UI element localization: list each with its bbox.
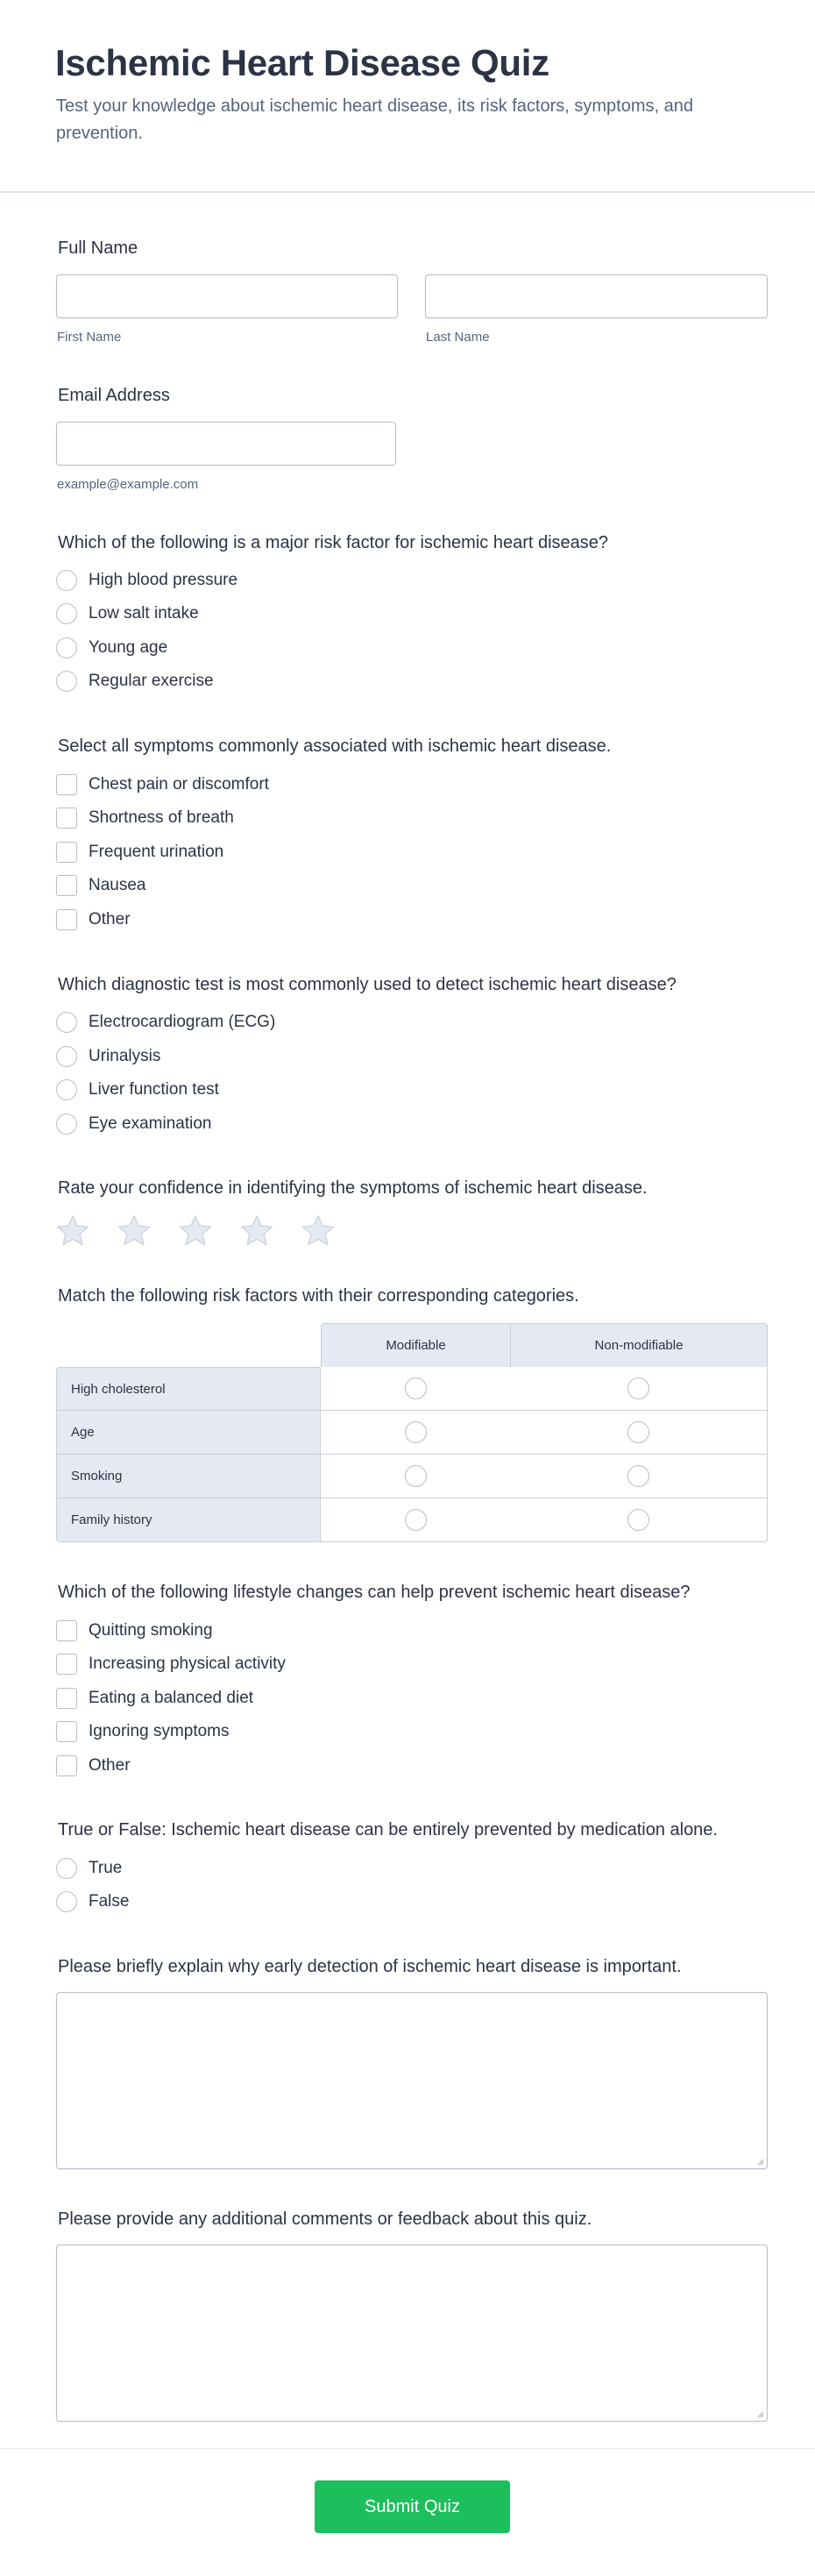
lifestyle-option[interactable]: Ignoring symptoms	[56, 1720, 230, 1743]
email-label: Email Address	[58, 386, 170, 405]
symptom-option[interactable]: Nausea	[56, 874, 146, 897]
matrix-row-label: Smoking	[56, 1455, 321, 1498]
checkbox[interactable]	[56, 1755, 77, 1776]
risk-factor-option[interactable]: Low salt intake	[56, 602, 199, 625]
star-rating[interactable]	[54, 1213, 337, 1249]
checkbox[interactable]	[56, 808, 77, 829]
radio-button[interactable]	[56, 603, 77, 624]
resize-grip-icon[interactable]	[756, 2410, 764, 2418]
rating-question: Rate your confidence in identifying the symptoms of ischemic heart disease.	[58, 1178, 648, 1198]
explain-question: Please briefly explain why early detection of ischemic heart disease is important.	[58, 1957, 682, 1976]
star-icon[interactable]	[238, 1213, 275, 1249]
submit-quiz-button[interactable]: Submit Quiz	[315, 2480, 510, 2533]
matrix-question: Match the following risk factors with their corresponding categories.	[58, 1286, 579, 1306]
star-icon[interactable]	[116, 1213, 152, 1249]
comments-question: Please provide any additional comments or feedback about this quiz.	[58, 2210, 592, 2229]
radio-button[interactable]	[405, 1377, 427, 1399]
matrix-cell[interactable]	[510, 1367, 768, 1411]
page-title: Ischemic Heart Disease Quiz	[55, 42, 549, 83]
checkbox[interactable]	[56, 1620, 77, 1641]
explain-textarea[interactable]	[56, 1992, 768, 2169]
matrix-column-header: Modifiable	[321, 1323, 511, 1368]
checkbox[interactable]	[56, 1721, 77, 1742]
star-icon[interactable]	[54, 1213, 91, 1249]
footer-divider	[0, 2448, 815, 2449]
resize-grip-icon[interactable]	[756, 2158, 764, 2166]
page-subtitle: Test your knowledge about ischemic heart disease, its risk factors, symptoms, and prevention.	[56, 96, 693, 143]
radio-button[interactable]	[56, 1046, 77, 1067]
radio-button[interactable]	[56, 1079, 77, 1100]
diagnostic-option[interactable]: Electrocardiogram (ECG)	[56, 1011, 275, 1034]
lifestyle-option[interactable]: Quitting smoking	[56, 1619, 213, 1642]
radio-button[interactable]	[627, 1377, 649, 1399]
matrix-cell[interactable]	[321, 1455, 511, 1498]
first-name-input[interactable]	[56, 274, 398, 318]
star-icon[interactable]	[300, 1213, 337, 1249]
email-input[interactable]	[56, 422, 396, 466]
radio-button[interactable]	[56, 1114, 77, 1135]
matrix-cell[interactable]	[510, 1455, 768, 1498]
diagnostic-option[interactable]: Liver function test	[56, 1078, 219, 1101]
radio-button[interactable]	[627, 1465, 649, 1487]
full-name-label: Full Name	[58, 238, 138, 258]
star-icon[interactable]	[177, 1213, 214, 1249]
matrix-cell[interactable]	[510, 1411, 768, 1455]
form-header	[0, 0, 815, 193]
comments-textarea[interactable]	[56, 2245, 768, 2422]
matrix-cell[interactable]	[321, 1367, 511, 1411]
symptoms-question: Select all symptoms commonly associated with ischemic heart disease.	[58, 737, 612, 756]
radio-button[interactable]	[56, 637, 77, 658]
checkbox[interactable]	[56, 1654, 77, 1675]
radio-button[interactable]	[56, 1858, 77, 1879]
checkbox[interactable]	[56, 909, 77, 930]
radio-button[interactable]	[56, 570, 77, 591]
matrix-row-label: Family history	[56, 1498, 321, 1542]
diagnostic-option[interactable]: Eye examination	[56, 1113, 211, 1135]
true-false-option[interactable]: False	[56, 1890, 129, 1913]
matrix-column-header: Non-modifiable	[510, 1323, 768, 1368]
true-false-option[interactable]: True	[56, 1857, 122, 1880]
checkbox[interactable]	[56, 875, 77, 896]
risk-factor-option[interactable]: High blood pressure	[56, 569, 237, 592]
radio-button[interactable]	[56, 1012, 77, 1033]
symptom-option[interactable]: Shortness of breath	[56, 807, 234, 829]
radio-button[interactable]	[627, 1509, 649, 1531]
lifestyle-option[interactable]: Eating a balanced diet	[56, 1687, 253, 1710]
lifestyle-question: Which of the following lifestyle changes can help prevent ischemic heart disease?	[58, 1583, 691, 1602]
first-name-sublabel: First Name	[57, 330, 122, 345]
matrix-cell[interactable]	[321, 1411, 511, 1455]
true-false-question: True or False: Ischemic heart disease can be entirely prevented by medication alone.	[58, 1820, 718, 1839]
matrix-row-label: High cholesterol	[56, 1367, 321, 1411]
radio-button[interactable]	[56, 671, 77, 692]
risk-factor-question: Which of the following is a major risk factor for ischemic heart disease?	[58, 533, 609, 552]
email-sublabel: example@example.com	[57, 477, 199, 492]
radio-button[interactable]	[405, 1421, 427, 1443]
radio-button[interactable]	[627, 1421, 649, 1443]
diagnostic-question: Which diagnostic test is most commonly used to detect ischemic heart disease?	[58, 975, 677, 994]
symptom-option[interactable]: Chest pain or discomfort	[56, 773, 269, 796]
risk-factor-option[interactable]: Regular exercise	[56, 670, 214, 693]
matrix-cell[interactable]	[321, 1498, 511, 1542]
radio-button[interactable]	[56, 1891, 77, 1912]
risk-factor-option[interactable]: Young age	[56, 637, 167, 659]
symptom-option[interactable]: Other	[56, 908, 131, 931]
checkbox[interactable]	[56, 842, 77, 863]
lifestyle-option[interactable]: Increasing physical activity	[56, 1653, 286, 1676]
last-name-input[interactable]	[425, 274, 768, 318]
matrix-cell[interactable]	[510, 1498, 768, 1542]
lifestyle-option[interactable]: Other	[56, 1754, 131, 1777]
checkbox[interactable]	[56, 1688, 77, 1709]
diagnostic-option[interactable]: Urinalysis	[56, 1045, 160, 1068]
matrix-row-label: Age	[56, 1411, 321, 1455]
radio-button[interactable]	[405, 1465, 427, 1487]
checkbox[interactable]	[56, 774, 77, 795]
last-name-sublabel: Last Name	[426, 330, 490, 345]
radio-button[interactable]	[405, 1509, 427, 1531]
symptom-option[interactable]: Frequent urination	[56, 841, 223, 864]
